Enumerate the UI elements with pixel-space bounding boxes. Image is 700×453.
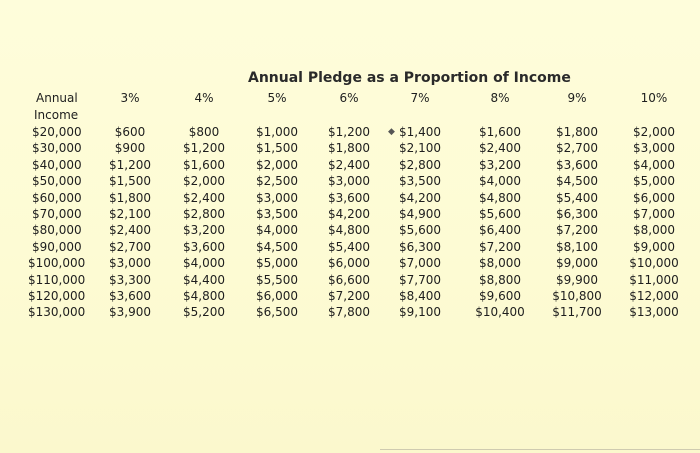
pledge-cell: $2,700 [109,239,151,254]
income-cell: $30,000 [32,141,82,156]
pledge-cell: $5,600 [479,207,521,221]
pledge-cell: $4,500 [256,239,298,254]
income-cell: $120,000 [28,289,86,303]
pledge-cell: $4,800 [183,289,225,303]
pledge-cell: $3,000 [328,174,370,189]
pledge-cell: $5,400 [556,190,598,205]
pledge-cell: $3,300 [109,272,151,287]
pledge-cell: $8,800 [479,272,521,287]
pledge-cell: $1,200 [328,125,370,139]
pledge-cell: $11,000 [629,272,679,287]
pledge-cell: $2,000 [183,174,225,189]
pledge-cell: $8,000 [633,223,675,238]
pledge-cell: $7,800 [328,305,370,320]
pledge-cell: $6,400 [479,223,521,238]
rate-header: 9% [567,91,587,105]
stray-mark: ◆ [388,127,395,137]
income-cell: $20,000 [32,125,82,139]
rate-header: 6% [339,91,359,105]
rate-header: 4% [194,91,214,105]
pledge-cell: $600 [114,125,146,139]
pledge-cell: $5,200 [183,305,225,320]
pledge-cell: $4,800 [328,223,370,238]
pledge-cell: $2,500 [256,174,298,189]
pledge-cell: $13,000 [629,305,679,320]
pledge-cell: $4,000 [479,174,521,189]
pledge-cell: $9,000 [633,239,675,254]
income-cell: $90,000 [32,239,82,254]
pledge-cell: $10,000 [629,256,679,271]
pledge-cell: $5,000 [256,256,298,271]
pledge-cell: $4,200 [399,190,441,205]
pledge-cell: $12,000 [629,289,679,303]
pledge-cell: $3,500 [256,207,298,221]
pledge-cell: $2,400 [109,223,151,238]
pledge-cell: $1,200 [183,141,225,156]
pledge-cell: $6,000 [633,190,675,205]
pledge-cell: $3,600 [556,157,598,172]
pledge-cell: $7,700 [399,272,441,287]
pledge-cell: $2,400 [479,141,521,156]
income-header-line1: Annual [36,91,78,105]
pledge-cell: $3,600 [109,289,151,303]
income-cell: $70,000 [32,207,82,221]
pledge-cell: $11,700 [552,305,602,320]
pledge-cell: $7,200 [479,239,521,254]
pledge-cell: $2,000 [256,157,298,172]
pledge-cell: $4,000 [256,223,298,238]
pledge-cell: $1,500 [256,141,298,156]
pledge-cell: $1,600 [183,157,225,172]
pledge-cell: $2,000 [633,125,675,139]
pledge-cell: $4,500 [556,174,598,189]
page-edge-line [380,449,700,450]
pledge-cell: $9,000 [556,256,598,271]
pledge-cell: $2,400 [183,190,225,205]
pledge-cell: $3,600 [183,239,225,254]
pledge-cell: $6,000 [256,289,298,303]
pledge-cell: $3,900 [109,305,151,320]
pledge-cell: $5,600 [399,223,441,238]
pledge-cell: $9,900 [556,272,598,287]
income-cell: $110,000 [28,272,86,287]
rate-header: 5% [267,91,287,105]
pledge-cell: $4,400 [183,272,225,287]
pledge-cell: $8,100 [556,239,598,254]
income-cell: $100,000 [28,256,86,271]
pledge-cell: $1,600 [479,125,521,139]
pledge-cell: $1,800 [328,141,370,156]
table-title: Annual Pledge as a Proportion of Income [248,70,571,86]
pledge-cell: $6,600 [328,272,370,287]
pledge-cell: $4,200 [328,207,370,221]
pledge-cell: $2,400 [328,157,370,172]
pledge-cell: $7,000 [633,207,675,221]
income-cell: $60,000 [32,190,82,205]
pledge-cell: $1,200 [109,157,151,172]
income-cell: $40,000 [32,157,82,172]
pledge-cell: $10,400 [475,305,525,320]
pledge-cell: $6,300 [556,207,598,221]
pledge-cell: $7,200 [556,223,598,238]
pledge-cell: $800 [188,125,220,139]
pledge-cell: $5,400 [328,239,370,254]
pledge-cell: $1,500 [109,174,151,189]
pledge-cell: $3,500 [399,174,441,189]
pledge-cell: $5,000 [633,174,675,189]
rate-header: 10% [640,91,668,105]
income-cell: $80,000 [32,223,82,238]
pledge-cell: $4,000 [633,157,675,172]
pledge-cell: $6,500 [256,305,298,320]
rate-header: 8% [490,91,510,105]
pledge-cell: $1,400 [399,125,441,139]
pledge-cell: $3,200 [183,223,225,238]
pledge-cell: $2,800 [183,207,225,221]
income-header-line2: Income [34,108,79,122]
pledge-cell: $8,000 [479,256,521,271]
pledge-cell: $3,600 [328,190,370,205]
income-cell: $130,000 [28,305,86,320]
pledge-cell: $10,800 [552,289,602,303]
pledge-cell: $3,000 [256,190,298,205]
pledge-cell: $9,100 [399,305,441,320]
pledge-cell: $2,100 [109,207,151,221]
pledge-cell: $6,000 [328,256,370,271]
pledge-cell: $2,700 [556,141,598,156]
pledge-cell: $2,800 [399,157,441,172]
pledge-cell: $5,500 [256,272,298,287]
pledge-cell: $9,600 [479,289,521,303]
pledge-cell: $1,000 [256,125,298,139]
pledge-cell: $8,400 [399,289,441,303]
rate-header: 3% [120,91,140,105]
pledge-cell: $7,000 [399,256,441,271]
pledge-cell: $3,000 [633,141,675,156]
income-cell: $50,000 [32,174,82,189]
pledge-cell: $1,800 [109,190,151,205]
pledge-cell: $6,300 [399,239,441,254]
pledge-cell: $900 [114,141,146,156]
pledge-cell: $4,900 [399,207,441,221]
pledge-cell: $7,200 [328,289,370,303]
pledge-cell: $3,000 [109,256,151,271]
pledge-cell: $3,200 [479,157,521,172]
pledge-cell: $1,800 [556,125,598,139]
pledge-cell: $4,000 [183,256,225,271]
rate-header: 7% [410,91,430,105]
pledge-cell: $4,800 [479,190,521,205]
pledge-cell: $2,100 [399,141,441,156]
